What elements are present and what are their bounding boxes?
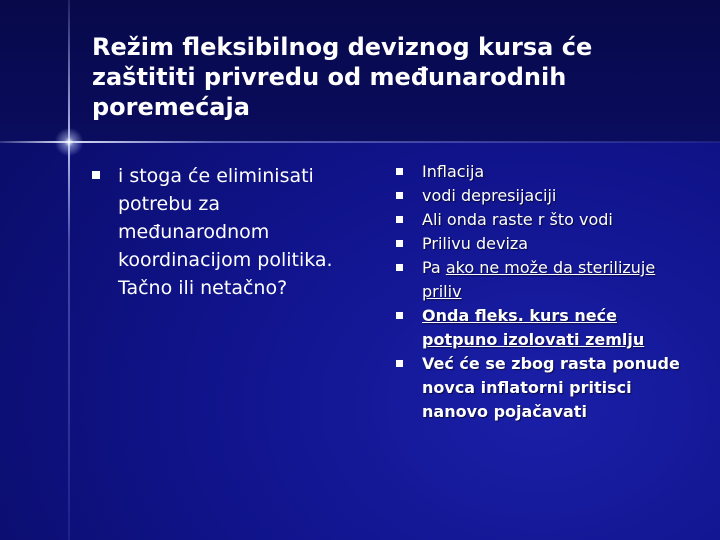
right-item-prefix: Pa	[422, 258, 446, 277]
right-item-text: Ali onda raste r što vodi	[422, 210, 613, 229]
decorative-flare	[52, 125, 86, 159]
right-item-text: vodi depresijaciji	[422, 186, 557, 205]
right-list-item	[396, 160, 696, 184]
right-list-item	[396, 184, 696, 208]
right-item-bold-text: Već će se zbog rasta ponude novca inflatorni pritisci nanovo pojačavati	[422, 354, 680, 421]
right-list-item	[396, 208, 696, 232]
decorative-vertical-line	[68, 0, 70, 540]
square-bullet-icon	[396, 192, 403, 199]
square-bullet-icon	[396, 312, 403, 319]
right-item-text: Inflacija	[422, 162, 485, 181]
left-item-text: i stoga će eliminisati potrebu za međunarodnom koordinacijom politika. Tačno ili netačno?	[118, 165, 333, 299]
right-list-item	[396, 232, 696, 256]
square-bullet-icon	[396, 168, 403, 175]
right-item-underlined-text: ako ne može da sterilizuje priliv	[422, 258, 656, 301]
right-list-item	[396, 304, 696, 352]
square-bullet-icon	[396, 360, 403, 367]
right-item-bold-underlined-text: Onda fleks. kurs neće potpuno izolovati zemlju	[422, 306, 645, 349]
slide-title: Režim fleksibilnog deviznog kursa će zaštititi privredu od međunarodnih poremećaja	[92, 33, 593, 121]
right-bullet-list	[396, 160, 696, 424]
left-list-item	[92, 162, 362, 302]
right-list-item	[396, 256, 696, 304]
right-item-text: Prilivu deviza	[422, 234, 529, 253]
square-bullet-icon	[396, 264, 403, 271]
square-bullet-icon	[396, 240, 403, 247]
square-bullet-icon	[92, 171, 100, 179]
decorative-horizontal-line	[0, 141, 720, 143]
square-bullet-icon	[396, 216, 403, 223]
right-list-item	[396, 352, 696, 424]
left-bullet-list	[92, 162, 362, 302]
